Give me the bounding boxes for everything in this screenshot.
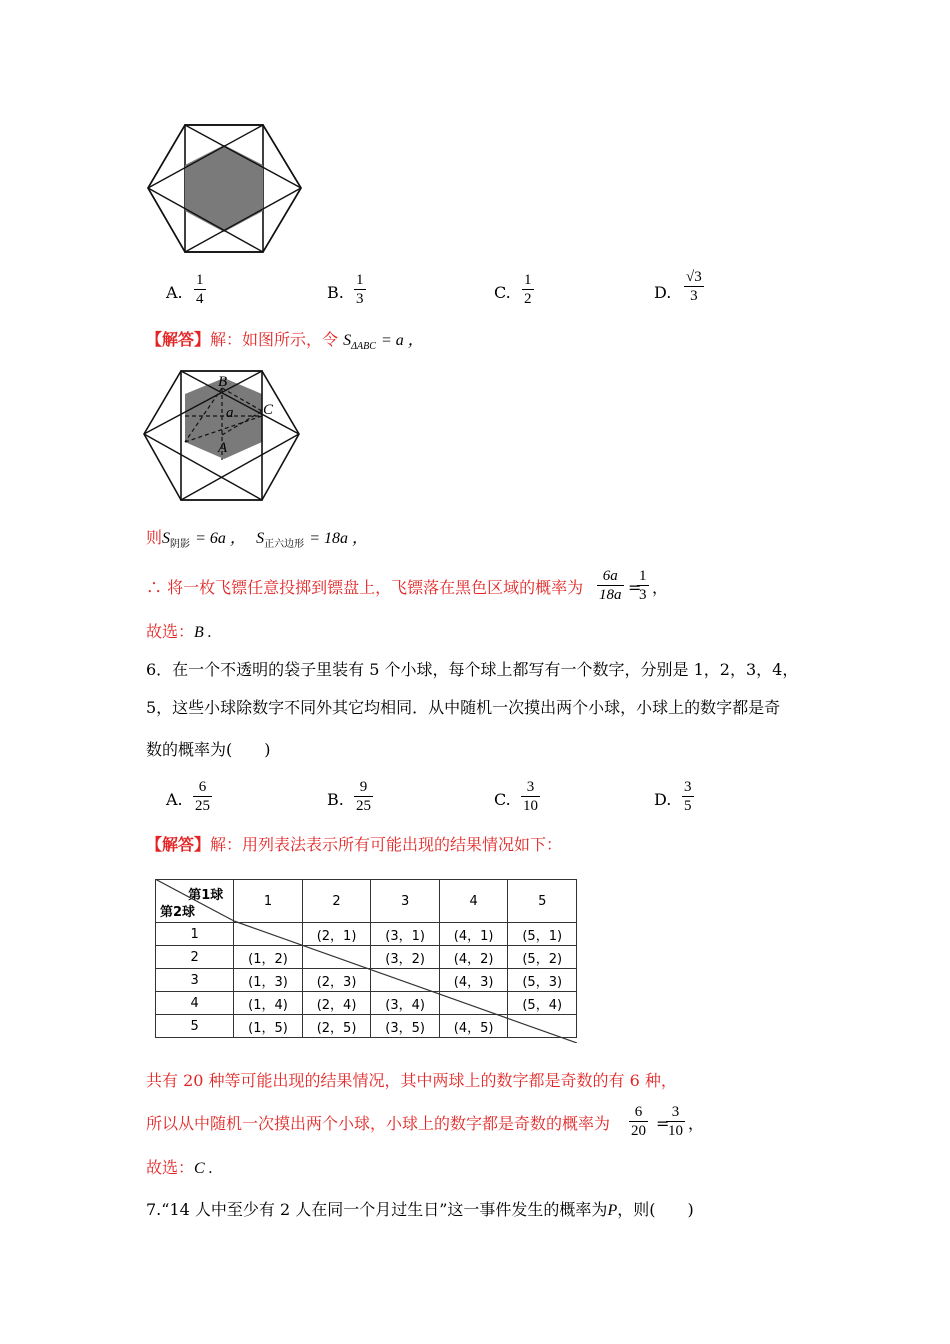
table-row: 1 (2，1) (3，1) (4，1) (5，1)	[156, 923, 577, 946]
q5-probability-line: ∴ 将一枚飞镖任意投掷到镖盘上，飞镖落在黑色区域的概率为	[146, 578, 584, 597]
q6-prob-fraction-2: $\frac{3}{10}$	[668, 1104, 683, 1139]
table-header: 3	[371, 880, 440, 923]
comma: ，	[688, 1114, 705, 1133]
table-diagonal-lines	[155, 879, 577, 1043]
q6-choose-line: 故选：C .	[146, 1158, 213, 1177]
q6-option-c-fraction: $\frac{3}{10}$	[523, 779, 538, 814]
q5-option-c-fraction: $\frac{1}{2}$	[524, 272, 532, 307]
q5-option-a-label: A.	[166, 283, 183, 302]
q5-choose-line: 故选：B .	[146, 622, 212, 641]
q5-answer-line: 【解答】解：如图所示，令 $S_{\Delta ABC} = a$ ，	[146, 330, 424, 352]
q7-line-1: 7.“14 人中至少有 2 人在同一个月过生日”这一事件发生的概率为P，则( )	[146, 1200, 694, 1219]
q6-summary: 共有 20 种等可能出现的结果情况，其中两球上的数字都是奇数的有 6 种，	[146, 1071, 677, 1090]
label-c: C	[263, 402, 274, 418]
hexagon-labelled-figure	[140, 366, 310, 506]
q6-line-3: 数的概率为( )	[146, 740, 271, 759]
equals-sign: =	[656, 1114, 670, 1133]
q5-option-b-fraction: $\frac{1}{3}$	[356, 272, 364, 307]
q5-area-line: 则$S_{阴影} = 6a$ ， $S_{正六边形} = 18a$ ，	[146, 528, 368, 550]
equals-sign: =	[628, 578, 642, 597]
q6-option-a-fraction: $\frac{6}{25}$	[195, 779, 210, 814]
q5-prob-fraction-2: $\frac{1}{3}$	[639, 568, 647, 603]
table-header: 4	[439, 880, 508, 923]
q6-option-d-fraction: $\frac{3}{5}$	[684, 779, 692, 814]
table-row: 3 (1，3) (2，3) (4，3) (5，3)	[156, 969, 577, 992]
q6-option-c-label: C.	[494, 790, 511, 809]
q6-option-a-label: A.	[166, 790, 183, 809]
comma: ，	[652, 578, 669, 597]
table-row: 5 (1，5) (2，5) (3，5) (4，5)	[156, 1015, 577, 1038]
outcome-table	[155, 879, 577, 1043]
q5-prob-fraction-1: $\frac{6a}{18a}$	[599, 568, 622, 603]
label-a: A	[218, 440, 228, 456]
q6-option-b-fraction: $\frac{9}{25}$	[356, 779, 371, 814]
q6-conclusion: 所以从中随机一次摸出两个小球，小球上的数字都是奇数的概率为	[146, 1114, 611, 1133]
table-header: 2	[302, 880, 371, 923]
answer-prefix: 【解答】	[146, 835, 211, 854]
table-row: 4 (1，4) (2，4) (3，4) (5，4)	[156, 992, 577, 1015]
q6-option-b-label: B.	[327, 790, 344, 809]
hexagon-figure	[140, 118, 310, 258]
table-header: 5	[508, 880, 577, 923]
q5-option-b-label: B.	[327, 283, 344, 302]
q6-line-2: 5，这些小球除数字不同外其它均相同．从中随机一次摸出两个小球，小球上的数字都是奇	[146, 698, 781, 717]
label-a-small: a	[226, 405, 234, 421]
q6-answer-line: 【解答】解：用列表法表示所有可能出现的结果情况如下：	[146, 835, 563, 854]
table-corner-cell: 第1球 第2球	[156, 880, 234, 923]
table-row: 2 (1，2) (3，2) (4，2) (5，2)	[156, 946, 577, 969]
answer-prefix: 【解答】	[146, 330, 211, 349]
q5-option-d-label: D.	[654, 283, 672, 302]
q5-option-c-label: C.	[494, 283, 511, 302]
area-symbol: S	[343, 332, 352, 349]
q6-option-d-label: D.	[654, 790, 672, 809]
table-header: 1	[234, 880, 303, 923]
q5-option-d-fraction: $\frac{√3}{3}$	[686, 269, 702, 304]
q6-prob-fraction-1: $\frac{6}{20}$	[631, 1104, 646, 1139]
label-b: B	[218, 374, 228, 390]
q5-option-a-fraction: $\frac{1}{4}$	[196, 272, 204, 307]
q6-line-1: 6．在一个不透明的袋子里装有 5 个小球，每个球上都写有一个数字，分别是 1，2，3，4，	[146, 660, 799, 679]
